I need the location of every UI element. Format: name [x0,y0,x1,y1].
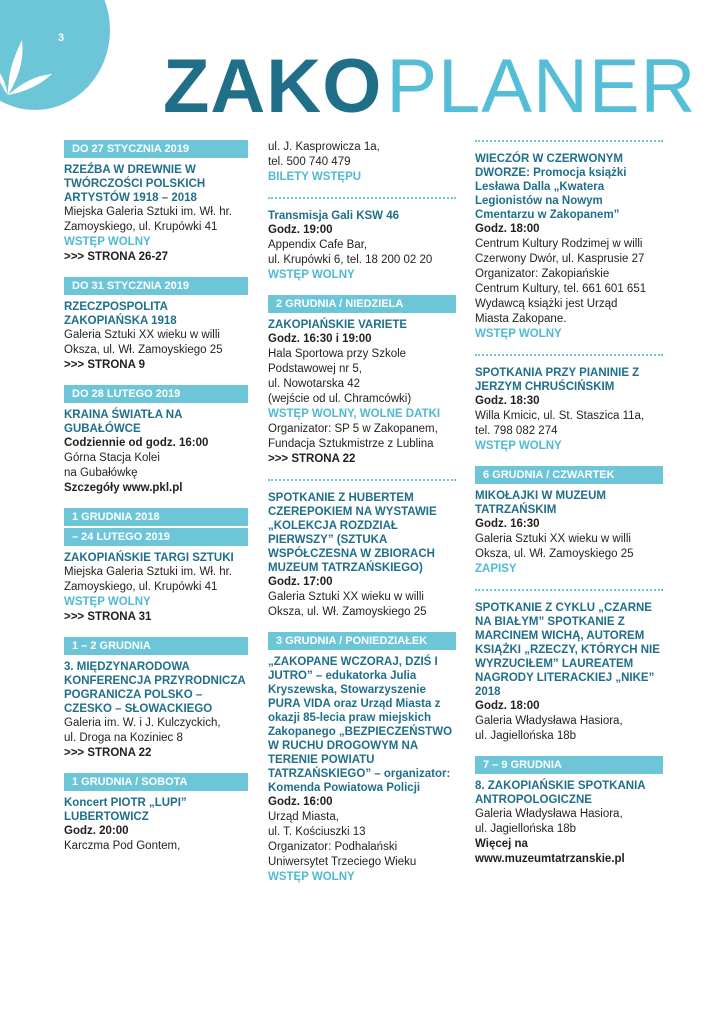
event-organizer: Organizator: SP 5 w Zakopanem, [268,423,438,435]
event-entry: WSTĘP WOLNY [64,596,151,608]
date-bar: 1 GRUDNIA / SOBOTA [64,773,248,791]
event-venue: Galeria Sztuki XX wieku w willi [64,329,220,341]
event-time: Godz. 18:00 [475,223,540,235]
event-address: ul. Jagiellońska 18b [475,730,577,742]
event-address: ul. J. Kasprowicza 1a, [268,141,380,153]
event-title: 8. ZAKOPIAŃSKIE SPOTKANIA ANTROPOLOGICZNE [475,780,646,806]
event-organizer: Fundacja Sztukmistrze z Lublina [268,438,434,450]
event-venue: Miejska Galeria Sztuki im. Wł. hr. [64,206,233,218]
event-title: WIECZÓR W CZERWONYM DWORZE: Promocja książki Lesława Dalla „Kwatera Legionistów na Nowym Cmentarzu w Zakopanem” [475,153,627,221]
column-2 [268,140,456,885]
event-venue: Urząd Miasta, [268,811,339,823]
event-time: Godz. 16:30 i 19:00 [268,333,372,345]
date-bar: 1 – 2 GRUDNIA [64,637,248,655]
event-time: Codziennie od godz. 16:00 [64,437,209,449]
separator [475,354,663,356]
event-venue: Podstawowej nr 5, [268,363,362,375]
event-more-info: Szczegóły www.pkl.pl [64,482,183,494]
event-venue: Górna Stacja Kolei [64,452,160,464]
date-bar: – 24 LUTEGO 2019 [64,528,248,546]
event-title: KRAINA ŚWIATŁA NA GUBAŁÓWCE [64,409,182,435]
page-number: 3 [58,32,65,44]
event-venue: Galeria Władysława Hasiora, [475,715,623,727]
event-note: Wydawcą książki jest Urząd [475,298,618,310]
event-title: SPOTKANIE Z CYKLU „CZARNE NA BIAŁYM” SPOTKANIE Z MARCINEM WICHĄ, AUTOREM KSIĄŻKI „RZECZY, KTÓRYCH NIE WYRZUCIŁEM” LAUREATEM NAGRODY LITERACKIEJ „NIKE” 2018 [475,602,660,698]
event-title: RZEŹBA W DREWNIE W TWÓRCZOŚCI POLSKICH ARTYSTÓW 1918 – 2018 [64,164,206,204]
event-time: Godz. 20:00 [64,825,129,837]
event-title: Koncert PIOTR „LUPI” LUBERTOWICZ [64,797,187,823]
event-title: 3. MIĘDZYNARODOWA KONFERENCJA PRZYRODNICZA POGRANICZA POLSKO – CZESKO – SŁOWACKIEGO [64,661,246,715]
event-address: Oksza, ul. Wł. Zamoyskiego 25 [268,606,427,618]
event-title: MIKOŁAJKI W MUZEUM TATRZAŃSKIM [475,490,606,516]
event-website: www.muzeumtatrzanskie.pl [475,853,625,865]
event-entry: WSTĘP WOLNY [268,871,355,883]
event-venue: Galeria Sztuki XX wieku w willi [475,533,631,545]
event-organizer: Centrum Kultury, tel. 661 601 651 [475,283,647,295]
event-venue: Appendix Cafe Bar, [268,239,368,251]
date-bar: 6 GRUDNIA / CZWARTEK [475,466,663,484]
event-organizer: Organizator: Zakopiańskie [475,268,610,280]
event-address: na Gubałówkę [64,467,138,479]
event-address: ul. Nowotarska 42 [268,378,361,390]
event-title: SPOTKANIE Z HUBERTEM CZEREPOKIEM NA WYSTAWIE „KOLEKCJA ROZDZIAŁ PIERWSZY” (SZTUKA WSPÓŁCZESNA W ZBIORACH MUZEUM TATRZAŃSKIEGO) [268,492,437,574]
event-time: Godz. 18:30 [475,395,540,407]
event-entry: BILETY WSTĘPU [268,171,362,183]
event-note: Miasta Zakopane. [475,313,567,325]
date-bar: 1 GRUDNIA 2018 [64,508,248,526]
event-venue: Galeria Sztuki XX wieku w willi [268,591,424,603]
date-bar: 2 GRUDNIA / NIEDZIELA [268,295,456,313]
event-venue: Centrum Kultury Rodzimej w willi [475,238,643,250]
event-venue: Galeria Władysława Hasiora, [475,808,623,820]
event-organizer: Organizator: Podhalański [268,841,398,853]
event-entry: WSTĘP WOLNY, WOLNE DATKI [268,408,441,420]
separator [475,140,663,142]
event-entry: WSTĘP WOLNY [268,269,355,281]
event-venue: Willa Kmicic, ul. St. Staszica 11a, [475,410,645,422]
event-address: ul. T. Kościuszki 13 [268,826,366,838]
event-phone: tel. 798 082 274 [475,425,558,437]
event-address: Zamoyskiego, ul. Krupówki 41 [64,581,218,593]
event-venue: Miejska Galeria Sztuki im. Wł. hr. [64,566,233,578]
event-organizer: Uniwersytet Trzeciego Wieku [268,856,417,868]
event-address: ul. Jagiellońska 18b [475,823,577,835]
event-page-ref: >>> STRONA 26-27 [64,251,169,263]
date-bar: DO 27 STYCZNIA 2019 [64,140,248,158]
event-entry: WSTĘP WOLNY [64,236,151,248]
event-page-ref: >>> STRONA 9 [64,359,146,371]
event-page-ref: >>> STRONA 31 [64,611,152,623]
date-bar: 7 – 9 GRUDNIA [475,756,663,774]
logo-part-planer: PLANER [386,44,697,129]
separator [268,479,456,481]
event-entry: ZAPISY [475,563,517,575]
event-phone: tel. 500 740 479 [268,156,351,168]
separator [268,197,456,199]
event-venue: Hala Sportowa przy Szkole [268,348,407,360]
event-title: „ZAKOPANE WCZORAJ, DZIŚ I JUTRO” – edukatorka Julia Kryszewska, Stowarzyszenie PURA VIDA oraz Urząd Miasta z okazji 85-lecia praw miejskich Zakopanego „BEZPIECZEŃSTWO W RUCHU DROGOWYM NA TERENIE POWIATU TATRZAŃSKIEGO” – organizator: Komenda Powiatowa Policji [268,656,453,794]
leaf-icon [0,30,60,100]
event-address: Oksza, ul. Wł. Zamoyskiego 25 [475,548,634,560]
event-address: ul. Droga na Koziniec 8 [64,732,183,744]
event-venue: Galeria im. W. i J. Kulczyckich, [64,717,221,729]
event-title: ZAKOPIAŃSKIE TARGI SZTUKI [64,552,234,564]
event-entry: WSTĘP WOLNY [475,328,562,340]
event-address: ul. Krupówki 6, tel. 18 200 02 20 [268,254,433,266]
event-title: Transmisja Gali KSW 46 [268,210,400,222]
event-address: Czerwony Dwór, ul. Kasprusie 27 [475,253,645,265]
date-bar: 3 GRUDNIA / PONIEDZIAŁEK [268,632,456,650]
event-address: (wejście od ul. Chramcówki) [268,393,412,405]
event-time: Godz. 17:00 [268,576,333,588]
event-time: Godz. 18:00 [475,700,540,712]
event-address: Oksza, ul. Wł. Zamoyskiego 25 [64,344,223,356]
column-3 [475,140,663,867]
event-title: ZAKOPIAŃSKIE VARIETE [268,319,408,331]
event-page-ref: >>> STRONA 22 [64,747,152,759]
separator [475,589,663,591]
event-title: SPOTKANIA PRZY PIANINIE Z JERZYM CHRUŚCIŃSKIM [475,367,640,393]
event-time: Godz. 16:30 [475,518,540,530]
event-time: Godz. 19:00 [268,224,333,236]
event-page-ref: >>> STRONA 22 [268,453,356,465]
event-entry: WSTĘP WOLNY [475,440,562,452]
event-address: Zamoyskiego, ul. Krupówki 41 [64,221,218,233]
event-time: Godz. 16:00 [268,796,333,808]
event-venue: Karczma Pod Gontem, [64,840,181,852]
event-title: RZECZPOSPOLITA ZAKOPIAŃSKA 1918 [64,301,177,327]
date-bar: DO 31 STYCZNIA 2019 [64,277,248,295]
event-more-info: Więcej na [475,838,528,850]
logo-part-zako: ZAKO [163,44,383,129]
column-1 [64,140,248,854]
date-bar: DO 28 LUTEGO 2019 [64,385,248,403]
zakoplaner-logo [163,44,697,129]
